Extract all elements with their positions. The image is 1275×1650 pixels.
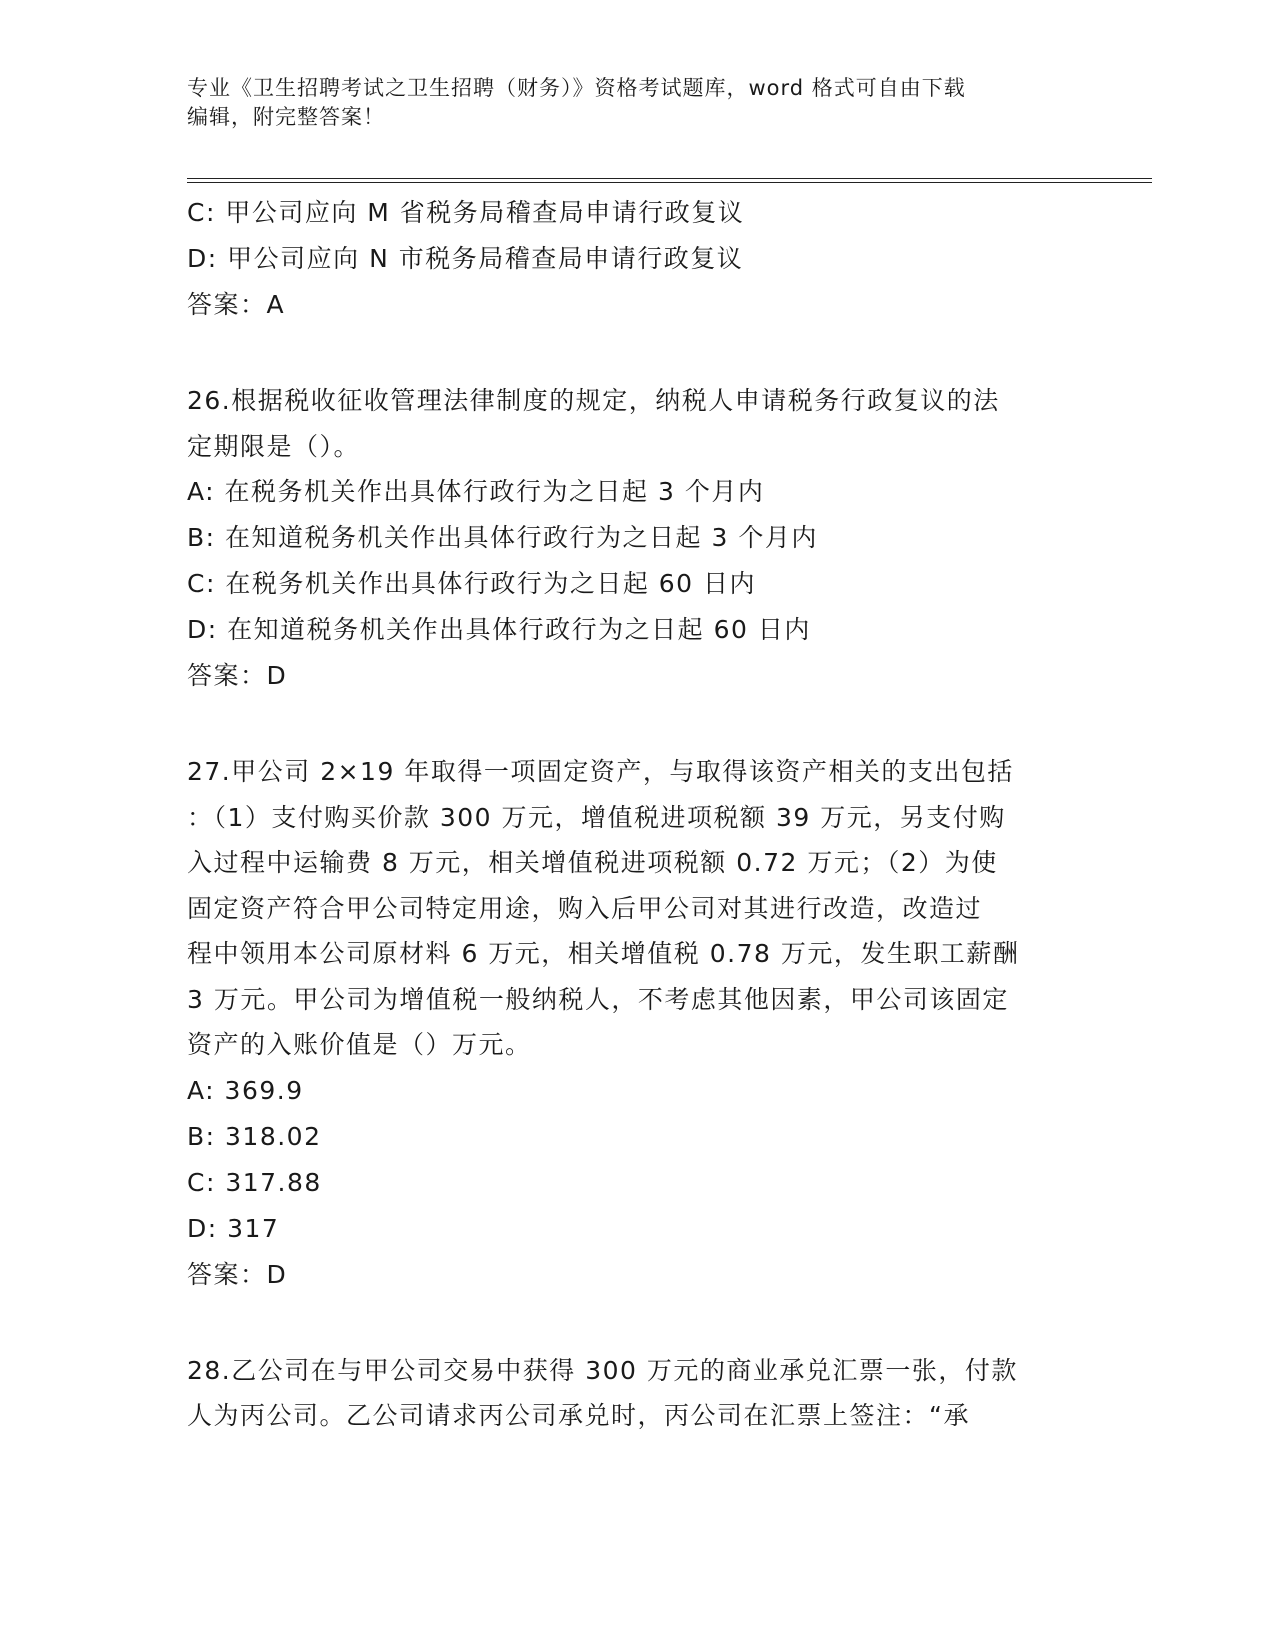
q27-option-c: C: 317.88 (187, 1167, 322, 1197)
q26-stem-line: 定期限是（）。 (187, 431, 361, 461)
q27-stem-line: 3 万元。甲公司为增值税一般纳税人，不考虑其他因素，甲公司该固定 (187, 984, 1009, 1014)
q26-option-b: B: 在知道税务机关作出具体行政行为之日起 3 个月内 (187, 523, 818, 552)
header-line-2: 编辑，附完整答案！ (187, 105, 385, 129)
q26-answer: 答案：D (187, 661, 288, 690)
q27-option-b: B: 318.02 (187, 1121, 322, 1151)
question-27 (187, 749, 1087, 1298)
q27-option-a: A: 369.9 (187, 1075, 304, 1105)
q27-answer: 答案：D (187, 1259, 288, 1289)
q27-option-d: D: 317 (187, 1213, 280, 1243)
spacer (187, 699, 1087, 749)
q27-stem-line: ：（1）支付购买价款 300 万元，增值税进项税额 39 万元，另支付购 (187, 802, 1006, 832)
question-25 (187, 190, 1087, 328)
q26-option-a: A: 在税务机关作出具体行政行为之日起 3 个月内 (187, 477, 765, 506)
header-line-1: 专业《卫生招聘考试之卫生招聘（财务）》资格考试题库，word 格式可自由下载 (187, 76, 966, 100)
spacer (187, 328, 1087, 378)
q26-option-c: C: 在税务机关作出具体行政行为之日起 60 日内 (187, 569, 757, 598)
q25-answer: 答案：A (187, 290, 286, 319)
q28-stem-line: 28.乙公司在与甲公司交易中获得 300 万元的商业承兑汇票一张，付款 (187, 1355, 1018, 1385)
q27-stem-line: 入过程中运输费 8 万元，相关增值税进项税额 0.72 万元；（2）为使 (187, 848, 998, 877)
q26-option-d: D: 在知道税务机关作出具体行政行为之日起 60 日内 (187, 615, 811, 644)
document-body (187, 190, 1087, 1439)
document-header (187, 74, 1067, 132)
q28-stem-line: 人为丙公司。乙公司请求丙公司承兑时，丙公司在汇票上签注：“承 (187, 1401, 970, 1430)
q25-option-d: D: 甲公司应向 N 市税务局稽查局申请行政复议 (187, 244, 744, 273)
q27-stem-line: 27.甲公司 2×19 年取得一项固定资产，与取得该资产相关的支出包括 (187, 757, 1014, 786)
spacer (187, 1298, 1087, 1348)
q27-stem-line: 资产的入账价值是（）万元。 (187, 1030, 532, 1059)
q27-stem-line: 程中领用本公司原材料 6 万元，相关增值税 0.78 万元，发生职工薪酬 (187, 939, 1020, 968)
header-rule-top (187, 178, 1152, 179)
question-26 (187, 378, 1087, 699)
question-28 (187, 1348, 1087, 1439)
q27-stem-line: 固定资产符合甲公司特定用途，购入后甲公司对其进行改造，改造过 (187, 893, 983, 923)
q25-option-c: C: 甲公司应向 M 省税务局稽查局申请行政复议 (187, 198, 745, 227)
q26-stem-line: 26.根据税收征收管理法律制度的规定，纳税人申请税务行政复议的法 (187, 386, 1000, 415)
header-rule-bottom (187, 182, 1152, 183)
